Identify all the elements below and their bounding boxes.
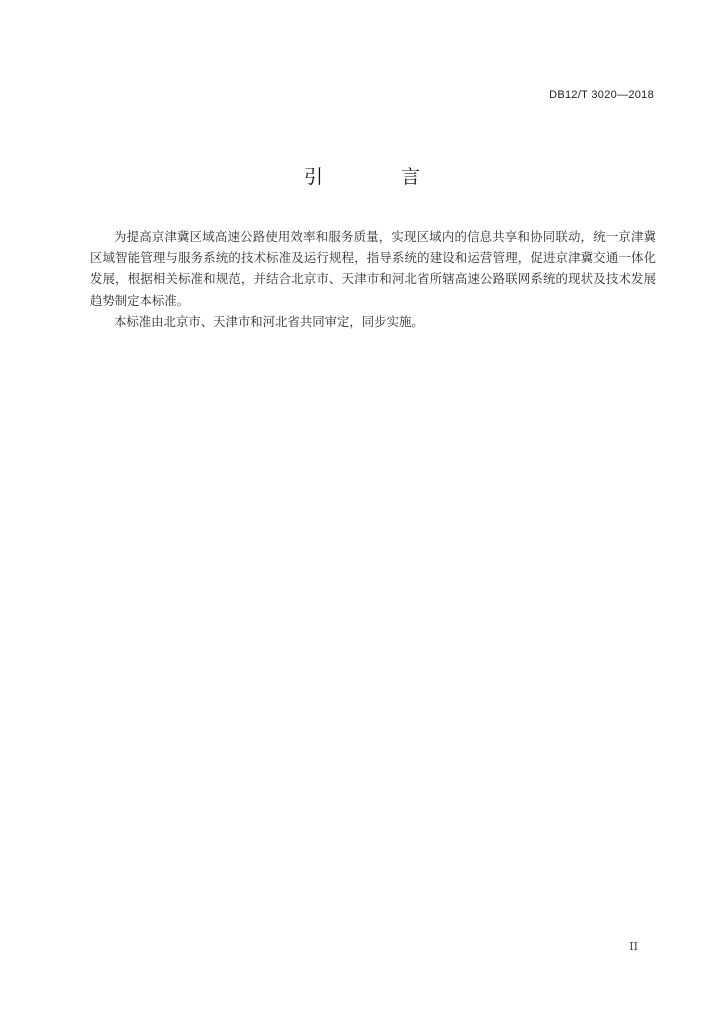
paragraph: 本标准由北京市、天津市和河北省共同审定，同步实施。 [114,313,424,329]
section-title: 引 言 [303,166,457,188]
document-code: DB12/T 3020—2018 [549,89,654,101]
body-text [90,226,656,332]
paragraph: 为提高京津冀区域高速公路使用效率和服务质量，实现区域内的信息共享和协同联动，统一京津冀区域智能管理与服务系统的技术标准及运行规程，指导系统的建设和运营管理，促进京津冀交通一体化发展，根据相关标准和规范，并结合北京市、天津市和河北省所辖高速公路联网系统的现状及技术发展趋势制定本标准。 [90,229,656,308]
page-number: II [629,940,638,953]
